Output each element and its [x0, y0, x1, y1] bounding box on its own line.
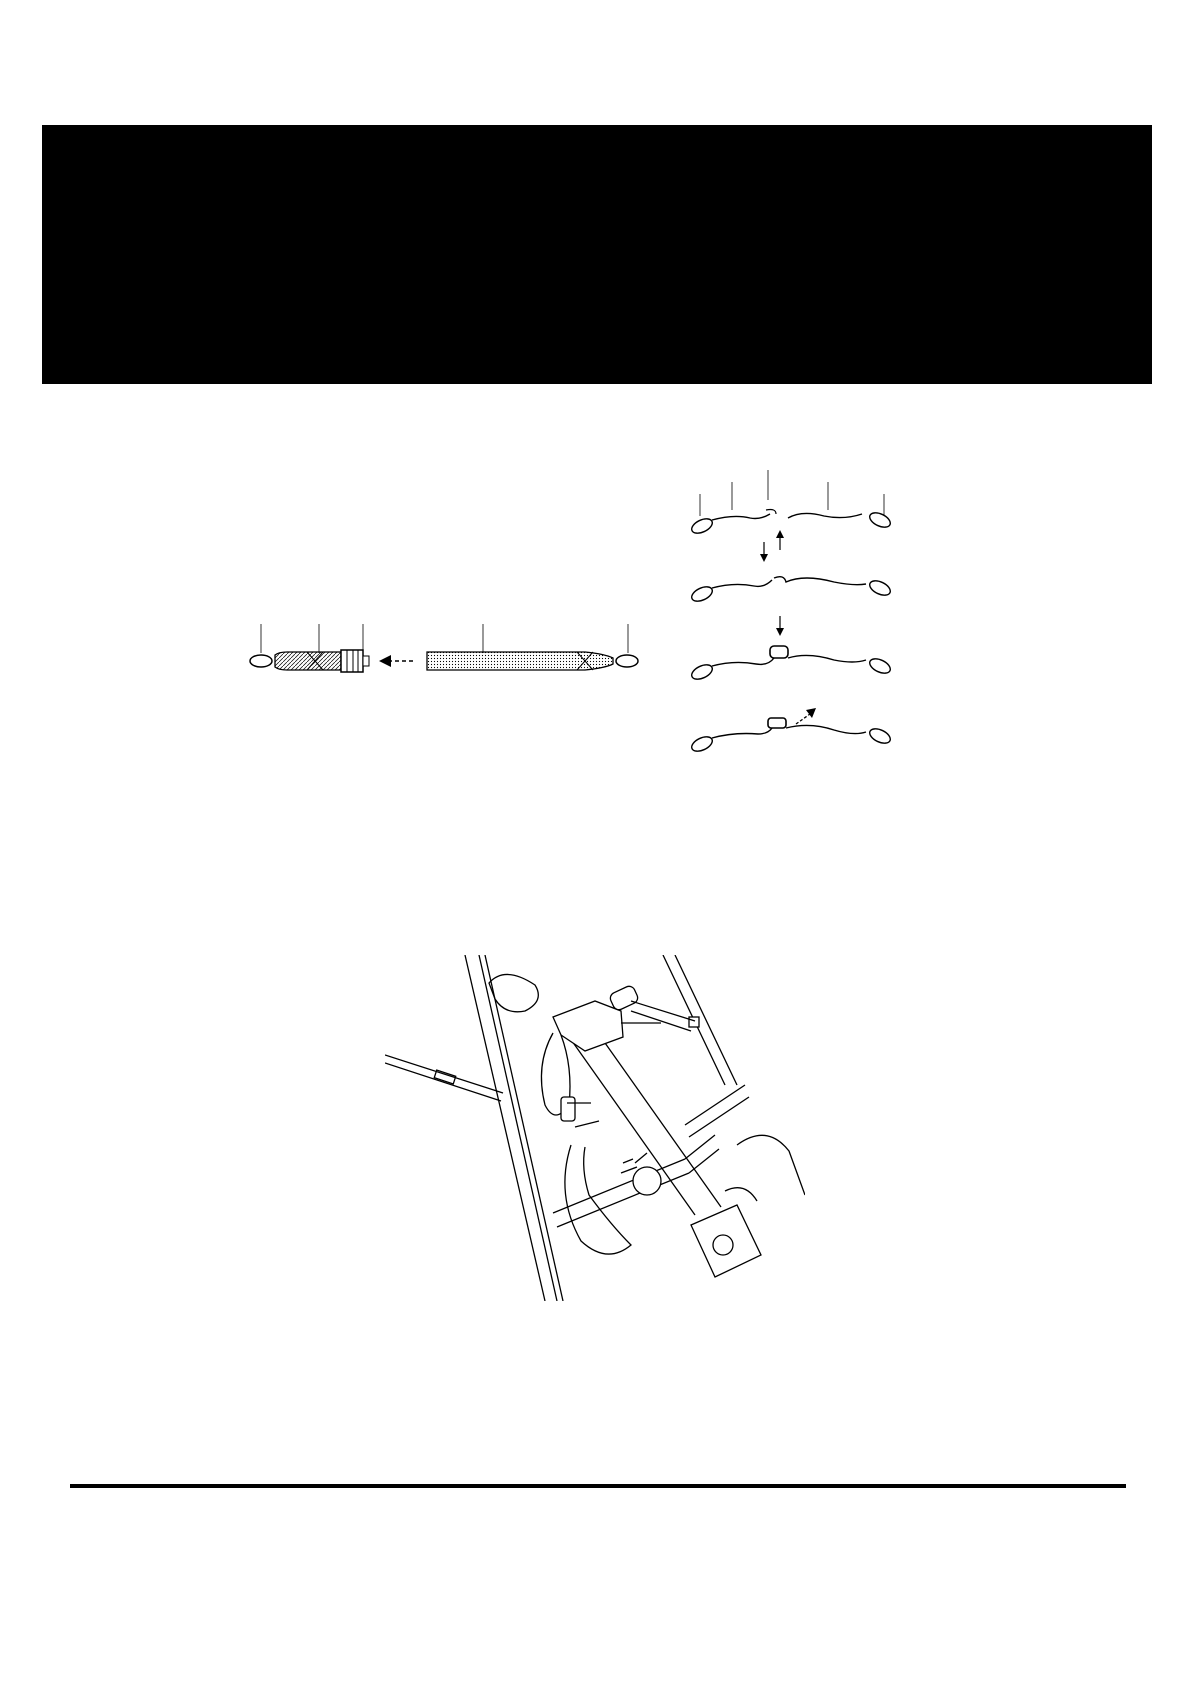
- padded-strap-illustration: [235, 618, 635, 678]
- header-banner: [42, 125, 1152, 384]
- step-4: [689, 708, 892, 754]
- strap-assembly-figure: [235, 618, 635, 678]
- cord-connection-figure: [684, 470, 904, 760]
- step-3: [689, 616, 892, 682]
- footer-rule: [70, 1484, 1126, 1488]
- frame-detail-figure: [385, 955, 805, 1301]
- step-2: [689, 542, 892, 604]
- frame-strap-illustration: [385, 955, 805, 1301]
- step-1: [689, 510, 892, 551]
- cord-steps-illustration: [684, 470, 904, 760]
